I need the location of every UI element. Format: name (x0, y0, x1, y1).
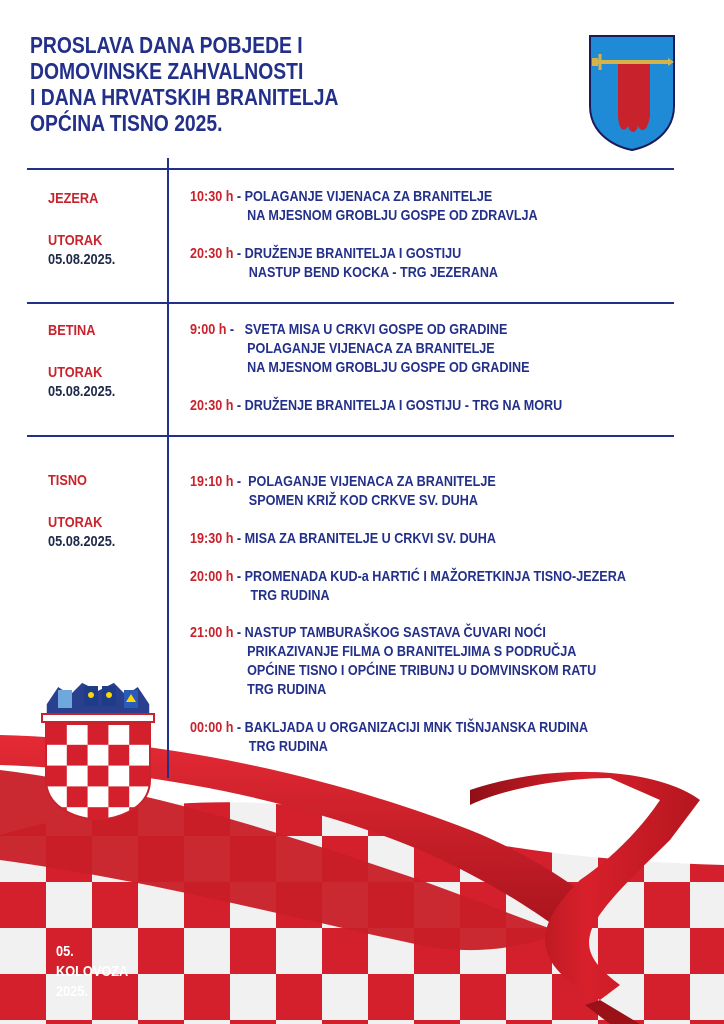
checker-square (460, 974, 506, 1020)
checker-square (0, 974, 46, 1020)
date-label: 05.08.2025. (48, 383, 116, 400)
shield-square (129, 766, 150, 787)
title-line: PROSLAVA DANA POBJEDE I (30, 32, 303, 58)
event-item: 21:00 h - NASTUP TAMBURAŠKOG SASTAVA ČUVARI NOĆI PRIKAZIVANJE FILMA O BRANITELJIMA S PODRUČJA OPĆINE TISNO I OPĆINE TRIBUNJ U DOMVINSKOM RATU TRG RUDINA (190, 624, 597, 698)
croatian-coat-of-arms-icon (40, 680, 156, 822)
organizer-line: UHDVDR OPĆINE TISNO, (510, 816, 613, 827)
location-betina: BETINA (48, 322, 96, 339)
location-jezera: JEZERA (48, 190, 99, 207)
event-item: 19:30 h - MISA ZA BRANITELJE U CRKVI SV. DUHA (190, 530, 496, 547)
location-tisno: TISNO (48, 472, 87, 489)
shield-square (88, 766, 109, 787)
organizer-line: OPĆINA TISNO, TZO TISNO (510, 835, 622, 846)
event-time: 19:10 h (190, 473, 234, 490)
shield-square (67, 786, 88, 807)
event-line: POLAGANJE VIJENACA ZA BRANITELJE (247, 340, 495, 357)
day-label: UTORAK (48, 364, 103, 381)
event-line: TRG RUDINA (250, 587, 330, 604)
checker-square (690, 836, 724, 882)
organizer-block (510, 793, 621, 850)
checker-square (92, 882, 138, 928)
event-line: PROMENADA KUD-a HARTIĆ I MAŽORETKINJA TISNO-JEZERA (244, 568, 626, 585)
event-line: DRUŽENJE BRANITELJA I GOSTIJU (244, 245, 462, 262)
date-year: 2025. (56, 983, 88, 1000)
checker-square (644, 974, 690, 1020)
event-time: 20:30 h (190, 245, 234, 262)
date-day: 05. (56, 943, 74, 960)
event-line: MISA ZA BRANITELJE U CRKVI SV. DUHA (244, 530, 496, 547)
checker-square (506, 1020, 552, 1024)
divider-1 (27, 302, 674, 304)
shield-square (108, 786, 129, 807)
event-line: DRUŽENJE BRANITELJA I GOSTIJU - TRG NA MORU (244, 397, 563, 414)
event-item: 20:00 h - PROMENADA KUD-a HARTIĆ I MAŽORETKINJA TISNO-JEZERA TRG RUDINA (190, 568, 626, 604)
checker-square (184, 974, 230, 1020)
event-time: 20:30 h (190, 397, 234, 414)
event-line: PRIKAZIVANJE FILMA O BRANITELJIMA S PODRUČJA (247, 643, 577, 660)
tisno-municipality-crest-icon (588, 34, 676, 152)
checker-square (690, 928, 724, 974)
event-item: 10:30 h - POLAGANJE VIJENACA ZA BRANITELJE NA MJESNOM GROBLJU GOSPE OD ZDRAVLJA (190, 188, 538, 224)
event-item: 19:10 h - POLAGANJE VIJENACA ZA BRANITELJE SPOMEN KRIŽ KOD CRKVE SV. DUHA (190, 473, 496, 509)
event-time: 20:00 h (190, 568, 234, 585)
checker-square (368, 974, 414, 1020)
title-line: DOMOVINSKE ZAHVALNOSTI (30, 58, 304, 84)
checker-square (230, 1020, 276, 1024)
title-line: OPĆINA TISNO 2025. (30, 110, 223, 136)
checker-square (46, 1020, 92, 1024)
shield-square (129, 724, 150, 745)
checker-square (414, 1020, 460, 1024)
page-title (30, 32, 338, 136)
event-time: 21:00 h (190, 624, 234, 641)
date-month: KOLOVOZA (56, 963, 129, 980)
event-line: NASTUP TAMBURAŠKOG SASTAVA ČUVARI NOĆI (244, 624, 546, 641)
event-line: TRG RUDINA (247, 681, 327, 698)
event-time: 00:00 h (190, 719, 234, 736)
checker-square (0, 882, 46, 928)
day-label: UTORAK (48, 232, 103, 249)
shield-square (88, 724, 109, 745)
event-line: SPOMEN KRIŽ KOD CRKVE SV. DUHA (248, 492, 478, 509)
shield-square (129, 807, 150, 822)
checker-square (598, 928, 644, 974)
event-line: POLAGANJE VIJENACA ZA BRANITELJE (244, 188, 493, 205)
shield-square (46, 766, 67, 787)
divider-vertical (167, 158, 169, 778)
event-time: 10:30 h (190, 188, 234, 205)
event-date-box (56, 942, 128, 1002)
event-item: 20:30 h - DRUŽENJE BRANITELJA I GOSTIJU - TRG NA MORU (190, 397, 563, 414)
event-line: NASTUP BEND KOCKA - TRG JEZERANA (248, 264, 499, 281)
shield-square (67, 745, 88, 766)
checker-square (276, 974, 322, 1020)
event-time: 19:30 h (190, 530, 234, 547)
shield-square (108, 745, 129, 766)
event-time: 9:00 h (190, 321, 227, 338)
day-label: UTORAK (48, 514, 103, 531)
organizer-label: ORGANIZATOR: (510, 797, 576, 808)
checker-square (138, 928, 184, 974)
checker-square (322, 1020, 368, 1024)
date-label: 05.08.2025. (48, 533, 116, 550)
event-line: OPĆINE TISNO I OPĆINE TRIBUNJ U DOMVINSKOM RATU (247, 662, 597, 679)
checker-square (322, 928, 368, 974)
event-line: POLAGANJE VIJENACA ZA BRANITELJE (248, 473, 496, 490)
checker-square (230, 928, 276, 974)
event-item: 00:00 h - BAKLJADA U ORGANIZACIJI MNK TIŠNJANSKA RUDINA TRG RUDINA (190, 719, 589, 755)
event-line: TRG RUDINA (248, 738, 328, 755)
shield-square (46, 807, 67, 822)
event-line: NA MJESNOM GROBLJU GOSPE OD ZDRAVLJA (247, 207, 538, 224)
event-item: 9:00 h - SVETA MISA U CRKVI GOSPE OD GRADINE POLAGANJE VIJENACA ZA BRANITELJE NA MJESNOM GROBLJU GOSPE OD GRADINE (190, 321, 530, 376)
checker-square (138, 1020, 184, 1024)
date-label: 05.08.2025. (48, 251, 116, 268)
divider-top (27, 168, 674, 170)
event-line: NA MJESNOM GROBLJU GOSPE OD GRADINE (247, 359, 530, 376)
checker-square (644, 882, 690, 928)
divider-2 (27, 435, 674, 437)
checker-square (690, 1020, 724, 1024)
shield-square (46, 724, 67, 745)
title-line: I DANA HRVATSKIH BRANITELJA (30, 84, 339, 110)
event-line: BAKLJADA U ORGANIZACIJI MNK TIŠNJANSKA RUDINA (244, 719, 589, 736)
event-line: SVETA MISA U CRKVI GOSPE OD GRADINE (244, 321, 508, 338)
event-item: 20:30 h - DRUŽENJE BRANITELJA I GOSTIJU NASTUP BEND KOCKA - TRG JEZERANA (190, 245, 499, 281)
